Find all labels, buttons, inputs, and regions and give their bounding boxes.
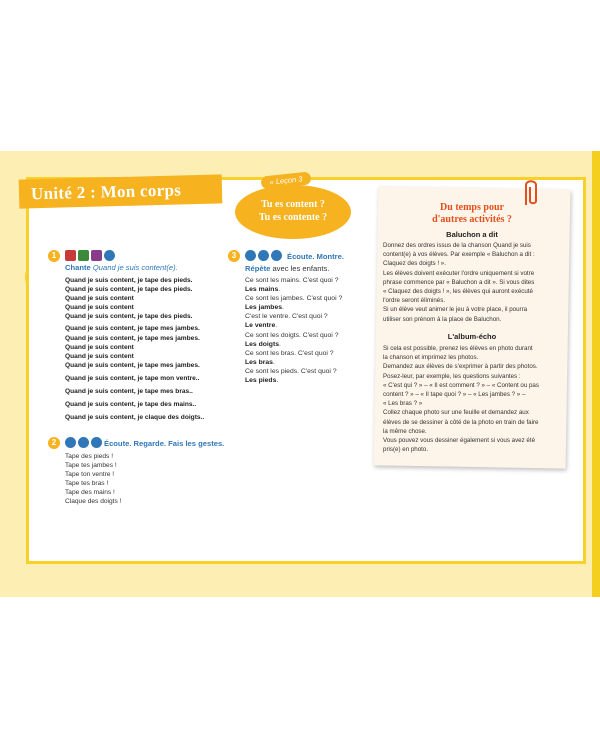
- gesture-line: Tape des pieds !: [65, 453, 114, 460]
- answer-line: Les doigts.: [245, 340, 281, 348]
- listen-icon: [245, 250, 256, 261]
- question-line: C'est le ventre. C'est quoi ?: [245, 313, 328, 321]
- song-title: Quand je suis content(e).: [92, 263, 178, 272]
- activity-3-instruction-line2: [245, 264, 329, 273]
- lyric-line: Quand je suis content: [65, 295, 134, 303]
- answer-line: Le ventre.: [245, 322, 278, 330]
- song-lyrics: [65, 276, 225, 422]
- lyric-line: Quand je suis content, je tape mes bras..: [65, 388, 193, 396]
- lyric-line: Quand je suis content, je tape des pieds.: [65, 277, 193, 284]
- gesture-line: Tape des mains !: [65, 489, 115, 497]
- activity-number-3: 3: [228, 250, 240, 262]
- lyric-line: Quand je suis content, je claque des doigts..: [65, 414, 205, 422]
- instruction-rest: avec les enfants.: [272, 264, 330, 273]
- lesson-title: [237, 198, 349, 224]
- lyric-line: Quand je suis content, je tape mes jambes.: [65, 361, 200, 369]
- lyric-line: Quand je suis content, je tape mon ventre..: [65, 374, 200, 382]
- lesson-tag: « Leçon 3: [260, 171, 311, 189]
- activity-2-instruction: Écoute. Regarde. Fais les gestes.: [104, 439, 225, 448]
- answer-line: Les mains.: [245, 286, 281, 294]
- sing-icon: [104, 250, 115, 261]
- lyric-line: Quand je suis content: [65, 343, 134, 351]
- lyric-line: Quand je suis content, je tape des pieds.: [65, 313, 193, 321]
- lyric-line: Quand je suis content, je tape mes jambes.: [65, 334, 200, 342]
- activity-1-icons: [65, 250, 115, 261]
- unit-title: Unité 2 : Mon corps: [19, 174, 223, 208]
- lyric-line: Quand je suis content: [65, 352, 134, 360]
- gesture-list: [65, 452, 205, 507]
- cd-icon: [91, 250, 102, 261]
- question-line: Ce sont les bras. C'est quoi ?: [245, 349, 334, 357]
- gesture-line: Tape ton ventre !: [65, 471, 115, 479]
- activity-3-icons: [245, 250, 282, 261]
- instruction-verb: Répète: [245, 264, 271, 273]
- edge-bar: [592, 151, 600, 597]
- lyric-line: Quand je suis content: [65, 304, 134, 312]
- lyric-line: Quand je suis content, je tape des mains..: [65, 401, 197, 409]
- section-title-baluchon: Baluchon a dit: [446, 230, 498, 239]
- question-line: Ce sont les doigts. C'est quoi ?: [245, 331, 339, 339]
- lesson-title-line2: Tu es contente ?: [258, 212, 328, 223]
- section-title-album: L'album-écho: [447, 332, 497, 341]
- lyric-line: Quand je suis content, je tape des pieds.: [65, 286, 193, 294]
- answer-line: Les pieds.: [245, 377, 279, 385]
- question-answer-list: [245, 276, 370, 385]
- listen-icon: [65, 437, 76, 448]
- answer-line: Les jambes.: [245, 304, 284, 312]
- section-text-album: Si cela est possible, prenez les élèves en photo durant la chanson et imprimez les photos. Demandez aux élèves de s'exprimer à partir des photos. Posez-leur, par exemple, les questions suivantes : « C'est qui ? » – « Il est comment ? » – « Content ou pas content ? » – « Il tape quoi ? » – « Les jambes ? » – « Les bras ? » Collez chaque photo sur une feuille et demandez aux élèves de se dessiner à côté de la photo en train de faire la même chose. Vous pouvez vous dessiner également si vous avez été pris(e) en photo.: [383, 345, 539, 454]
- cd-icon: [78, 250, 89, 261]
- question-line: Ce sont les pieds. C'est quoi ?: [245, 367, 337, 375]
- activity-3-instruction-line1: Écoute. Montre.: [287, 252, 344, 261]
- activity-number-1: 1: [48, 250, 60, 262]
- point-icon: [258, 250, 269, 261]
- lesson-title-line1: Tu es content ?: [261, 199, 325, 210]
- lyric-line: Quand je suis content, je tape mes jambes.: [65, 325, 200, 333]
- gesture-line: Tape tes bras !: [65, 480, 109, 488]
- gesture-icon: [91, 437, 102, 448]
- cd-icon: [65, 250, 76, 261]
- activity-2-icons: [65, 437, 102, 448]
- speak-icon: [271, 250, 282, 261]
- eye-icon: [78, 437, 89, 448]
- instruction-verb: Chante: [65, 263, 91, 272]
- question-line: Ce sont les jambes. C'est quoi ?: [245, 295, 343, 303]
- section-text-baluchon: Donnez des ordres issus de la chanson Quand je suis content(e) à vos élèves. Par exemple « Baluchon a dit : Claquez des doigts ! ». Les élèves doivent exécuter l'ordre uniquement si votre phrase commence par « Baluchon a dit ». Si vous dites « Claquez des doigts ! », les élèves qui auront exécuté l'ordre seront éliminés. Si un élève veut animer le jeu à votre place, il pourra utiliser son prénom à la place de Baluchon.: [383, 242, 535, 323]
- activity-number-2: 2: [48, 437, 60, 449]
- activity-1-instruction: [65, 263, 178, 272]
- gesture-line: Claque des doigts !: [65, 498, 122, 506]
- gesture-line: Tape tes jambes !: [65, 462, 117, 470]
- question-line: Ce sont les mains. C'est quoi ?: [245, 277, 339, 284]
- answer-line: Les bras.: [245, 358, 275, 366]
- note-title: Du temps pour d'autres activités ?: [432, 202, 512, 225]
